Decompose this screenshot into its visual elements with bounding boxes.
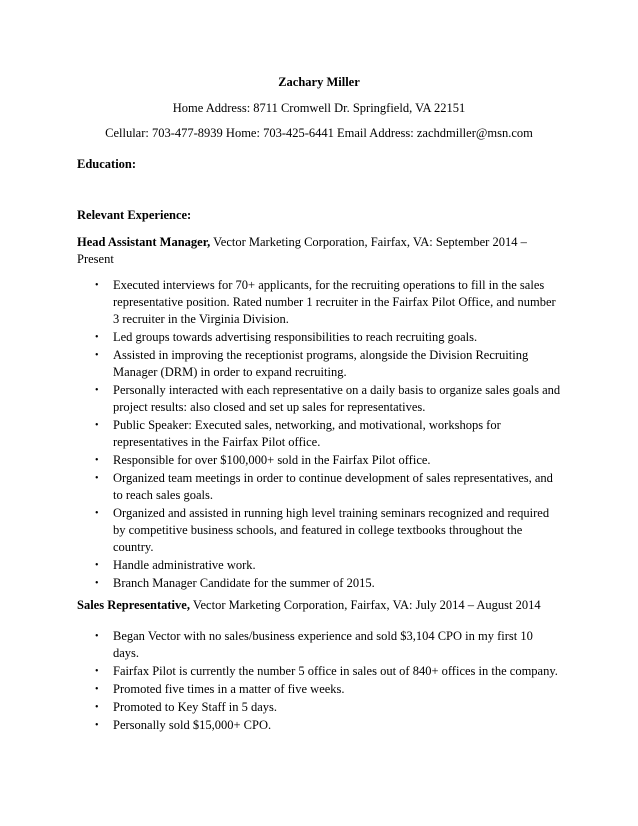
list-item-text: Fairfax Pilot is currently the number 5 office in sales out of 840+ offices in the company. [113,664,558,678]
job-heading-sales-representative [77,597,561,614]
list-item-text: Executed interviews for 70+ applicants, for the recruiting operations to fill in the sales representative position. Rated number 1 recruiter in the Fairfax Pilot Office, and number 3 recruiter in the Virginia Division. [113,278,556,326]
candidate-name: Zachary Miller [278,75,360,89]
bullet-icon: • [95,508,99,519]
contact-line: Cellular: 703-477-8939 Home: 703-425-6441 Email Address: zachdmiller@msn.com [105,126,533,140]
list-item-text: Promoted five times in a matter of five weeks. [113,682,345,696]
job-details: Vector Marketing Corporation, Fairfax, VA: July 2014 – August 2014 [189,598,541,612]
home-address: Home Address: 8711 Cromwell Dr. Springfield, VA 22151 [172,101,466,115]
list-item-text: Led groups towards advertising responsibilities to reach recruiting goals. [113,330,478,344]
bullet-icon: • [95,666,99,677]
bullet-icon: • [95,684,99,695]
bullet-icon: • [95,455,99,466]
list-item [77,329,561,346]
list-item-text: Public Speaker: Executed sales, networking, and motivational, workshops for representatives in the Fairfax Pilot office. [113,418,501,449]
job-title: Sales Representative, [77,598,190,612]
list-item [77,470,561,504]
job-title: Head Assistant Manager, [77,235,211,249]
list-item [77,557,561,574]
list-item-text: Handle administrative work. [113,558,256,572]
list-item [77,663,561,680]
list-item-text: Personally interacted with each representative on a daily basis to organize sales goals and project results: also closed and set up sales for representatives. [113,383,561,414]
bullet-icon: • [95,332,99,343]
bullet-icon: • [95,280,99,291]
list-item-text: Branch Manager Candidate for the summer of 2015. [113,576,375,590]
list-item [77,505,561,556]
job-details: Vector Marketing Corporation, Fairfax, VA: September 2014 – Present [77,235,527,266]
bullet-icon: • [95,702,99,713]
bullet-icon: • [95,631,99,642]
relevant-experience-heading: Relevant Experience: [77,208,192,222]
list-item [77,347,561,381]
list-item [77,452,561,469]
job-heading-head-assistant-manager [77,234,561,268]
list-item [77,699,561,716]
bullet-icon: • [95,560,99,571]
list-item-text: Organized and assisted in running high level training seminars recognized and required by competitive business schools, and featured in college textbooks throughout the country. [113,506,550,554]
list-item [77,628,561,662]
list-item-text: Promoted to Key Staff in 5 days. [113,700,277,714]
list-item-text: Organized team meetings in order to continue development of sales representatives, and to reach sales goals. [113,471,553,502]
list-item-text: Personally sold $15,000+ CPO. [113,718,272,732]
list-item-text: Assisted in improving the receptionist programs, alongside the Division Recruiting Manager (DRM) in order to expand recruiting. [113,348,529,379]
bullet-icon: • [95,420,99,431]
bullet-icon: • [95,720,99,731]
job-1-bullet-list [77,277,561,593]
list-item [77,417,561,451]
job-2-bullet-list [77,628,561,735]
list-item [77,382,561,416]
list-item-text: Began Vector with no sales/business experience and sold $3,104 CPO in my first 10 days. [113,629,533,660]
list-item [77,681,561,698]
list-item-text: Responsible for over $100,000+ sold in the Fairfax Pilot office. [113,453,431,467]
bullet-icon: • [95,385,99,396]
bullet-icon: • [95,578,99,589]
list-item [77,277,561,328]
list-item [77,575,561,592]
education-heading: Education: [77,157,137,171]
list-item [77,717,561,734]
bullet-icon: • [95,473,99,484]
bullet-icon: • [95,350,99,361]
